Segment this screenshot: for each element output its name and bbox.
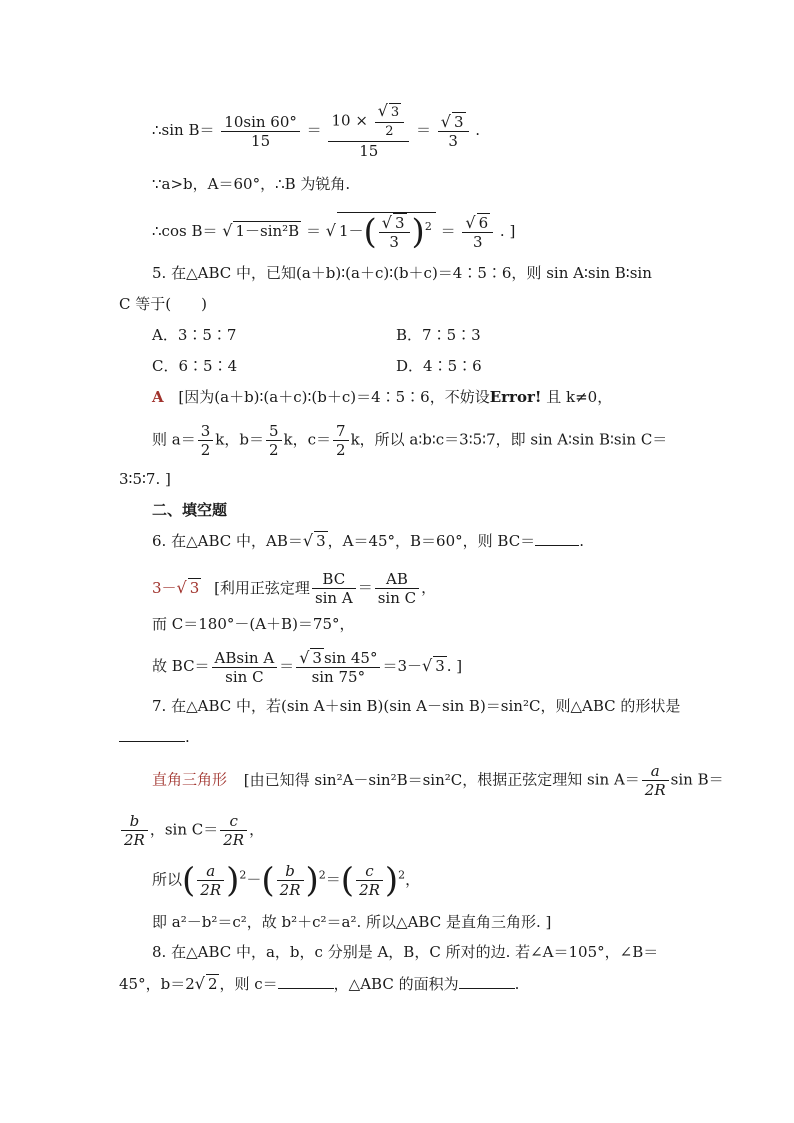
answer-blank-c[interactable] (278, 974, 334, 989)
answer-blank-area[interactable] (459, 974, 515, 989)
answer-blank[interactable] (535, 531, 579, 546)
q4-solution-line-sinB: ∴sin B＝ $\frac{10\sin 60^\circ}{15}$ ＝ 10 × $\frac{√ 3}{2}$ 15 ＝ $\frac{√ 3}{3}$ . (152, 101, 481, 160)
q7-solution-line2: $\frac{b}{2R}$ ，sin C＝ $\frac{c}{2R}$ ， (119, 812, 264, 849)
q5-solution-line2: 则 a＝ $\frac{3}{2}$ k，b＝ $\frac{5}{2}$ k，c＝ $\frac{7}{2}$ k，所以 a∶b∶c＝3∶5∶7，即 sin A∶sin B∶sin C＝ (152, 422, 668, 459)
q5-answer: A (152, 388, 164, 406)
fraction: 10 × $\frac{√ 3}{2}$ 15 (328, 102, 409, 160)
q7-stem: 7. 在△ABC 中，若(sin A＋sin B)(sin A－sin B)＝sin²C，则△ABC 的形状是 (152, 697, 681, 715)
q4-solution-line-acute: ∵a>b，A＝60°，∴B 为锐角. (152, 175, 351, 193)
q6-solution-line2: 而 C＝180°－(A＋B)＝75°， (152, 615, 355, 633)
q5-solution-line1: A [因为(a＋b)∶(a＋c)∶(b＋c)＝4∶5∶6，不妨设Error! 且 k≠0， (152, 388, 613, 406)
q5-solution-line3: 3∶5∶7. ] (119, 470, 171, 488)
q8-stem-line1: 8. 在△ABC 中，a，b，c 分别是 A，B，C 所对的边. 若∠A＝105°，∠B＝ (152, 943, 659, 961)
answer-blank[interactable] (119, 727, 185, 742)
q5-option-b: B．7∶5∶3 (396, 326, 481, 344)
q6-stem: 6. 在△ABC 中，AB＝√ 3 ，A＝45°，B＝60°，则 BC＝ . (152, 531, 584, 550)
q6-solution-line1: 3－√ 3 [利用正弦定理 $\frac{BC}{\text{sin A}}$ ＝ $\frac{AB}{\text{sin C}}$ ， (152, 570, 437, 607)
q7-solution-line3: 所以( $\frac{a}{2R}$ )$^2$－( $\frac{b}{2R}$ )$^2$＝( $\frac{c}{2R}$ )$^2$， (152, 860, 421, 901)
q6-solution-line3: 故 BC＝ $\frac{\text{ABsin A}}{\text{sin C}}$ ＝ $\frac{√ 3 \sin 45^\circ}{\sin 75^\circ}$ ＝3－√ 3 . ] (152, 648, 463, 686)
q5-stem-line2: C 等于( ) (119, 295, 207, 313)
q7-stem-blank-line: . (119, 727, 190, 747)
q8-stem-line2: 45°，b＝2√ 2 ，则 c＝ ，△ABC 的面积为 . (119, 974, 520, 993)
q5-option-c: C．6∶5∶4 (152, 357, 238, 375)
section-title: 二、填空题 (152, 501, 228, 519)
q4-solution-line-cosB: ∴cos B＝ √ 1－sin²B ＝ √ 1－( $\frac{√ 3}{3}$ )$^2$ ＝ $\frac{√ 6}{3}$ . ] (152, 212, 516, 252)
q5-stem-line1: 5. 在△ABC 中，已知(a＋b)∶(a＋c)∶(b＋c)＝4∶5∶6，则 sin A∶sin B∶sin (152, 264, 652, 282)
q6-answer: 3－√ 3 (152, 577, 200, 597)
q7-solution-line4: 即 a²－b²＝c²，故 b²＋c²＝a². 所以△ABC 是直角三角形. ] (152, 913, 552, 931)
fraction: $\frac{10\sin 60^\circ}{15}$ (221, 113, 300, 150)
q7-solution-line1: 直角三角形 [由已知得 sin²A－sin²B＝sin²C，根据正弦定理知 sin A＝ $\frac{a}{2R}$ sin B＝ (152, 762, 724, 799)
q5-option-d: D．4∶5∶6 (396, 357, 482, 375)
q5-option-a: A．3∶5∶7 (152, 326, 237, 344)
fraction: $\frac{√ 3}{3}$ (438, 112, 469, 150)
q7-answer: 直角三角形 (152, 770, 228, 789)
